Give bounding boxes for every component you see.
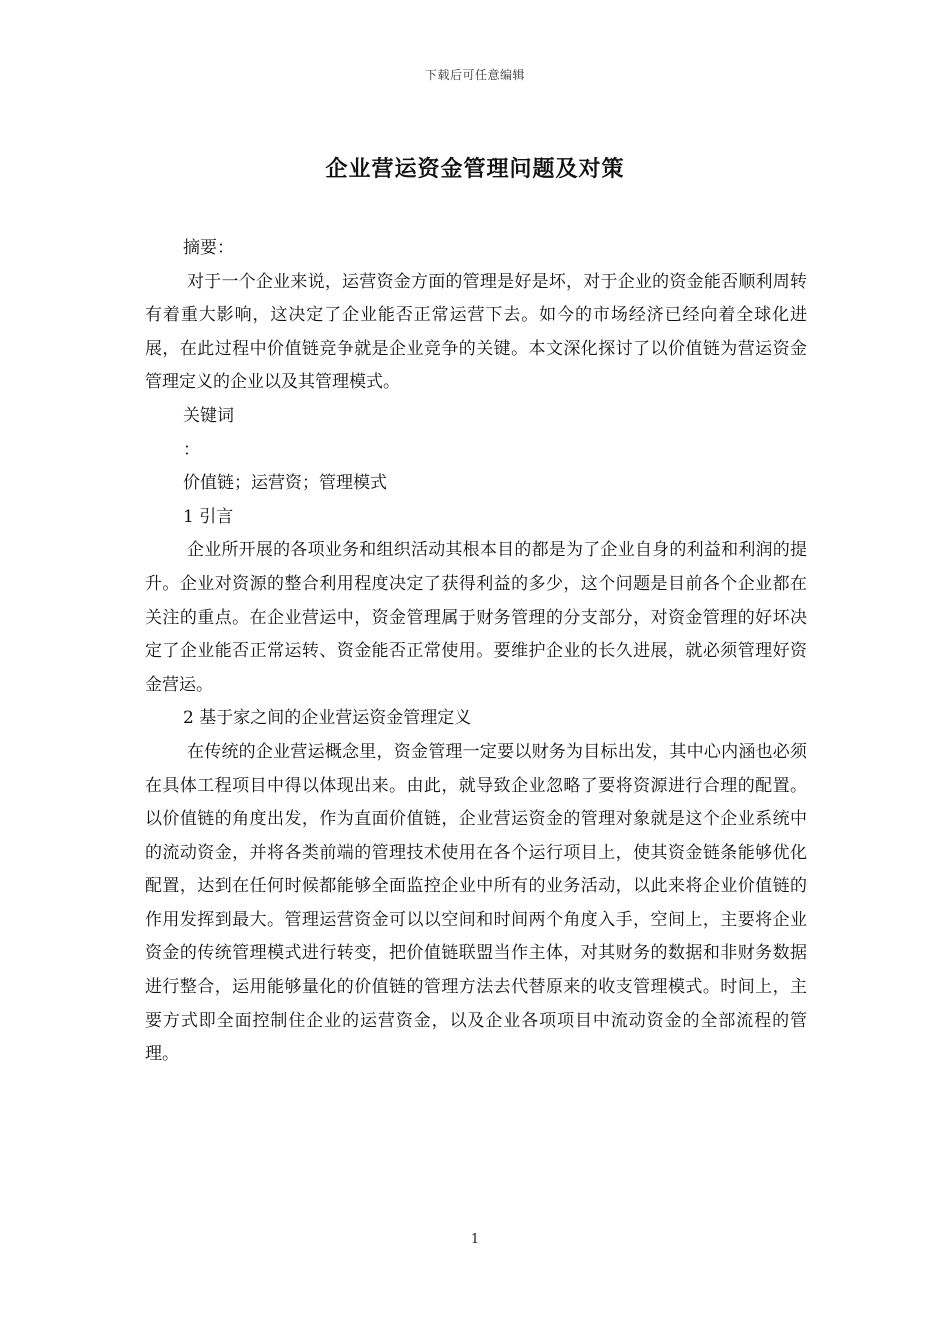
section-1-heading: 1 引言 xyxy=(183,506,234,527)
section-2-paragraph: 在传统的企业营运概念里，资金管理一定要以财务为目标出发，其中心内涵也必须在具体工程项目中得以体现出来。由此，就导致企业忽略了要将资源进行合理的配置。以价值链的角度出发，作为直面价值链，企业营运资金的管理对象就是这个企业系统中的流动资金，并将各类前端的管理技术使用在各个运行项目上，使其资金链条能够优化配置，达到在任何时候都能够全面监控企业中所有的业务活动，以此来将企业价值链的作用发挥到最大。管理运营资金可以以空间和时间两个角度入手，空间上，主要将企业资金的传统管理模式进行转变，把价值链联盟当作主体，对其财务的数据和非财务数据进行整合，运用能够量化的价值链的管理方法去代替原来的收支管理模式。时间上，主要方式即全面控制住企业的运营资金，以及企业各项项目中流动资金的全部流程的管理。 xyxy=(145,741,807,1065)
page-number: 1 xyxy=(470,1232,480,1247)
section-1-paragraph: 企业所开展的各项业务和组织活动其根本目的都是为了企业自身的利益和利润的提升。企业对资源的整合利用程度决定了获得利益的多少，这个问题是目前各个企业都在关注的重点。在企业营运中，资金管理属于财务管理的分支部分，对资金管理的好坏决定了企业能否正常运转、资金能否正常使用。要维护企业的长久进展，就必须管理好资金营运。 xyxy=(145,540,807,695)
keywords-label: 关键词 xyxy=(183,405,234,426)
keywords-text: 价值链；运营资；管理模式 xyxy=(183,473,387,494)
abstract-paragraph: 对于一个企业来说，运营资金方面的管理是好是坏，对于企业的资金能否顺利周转有着重大影响，这决定了企业能否正常运营下去。如今的市场经济已经向着全球化进展，在此过程中价值链竞争就是企业竞争的关键。本文深化探讨了以价值链为营运资金管理定义的企业以及其管理模式。 xyxy=(145,271,807,393)
header-note: 下载后可任意编辑 xyxy=(424,68,525,82)
keywords-colon: ： xyxy=(183,439,200,460)
document-body xyxy=(145,232,807,1072)
abstract-label: 摘要： xyxy=(183,238,234,258)
document-title: 企业营运资金管理问题及对策 xyxy=(325,156,625,182)
section-2-heading: 2 基于家之间的企业营运资金管理定义 xyxy=(183,708,472,729)
